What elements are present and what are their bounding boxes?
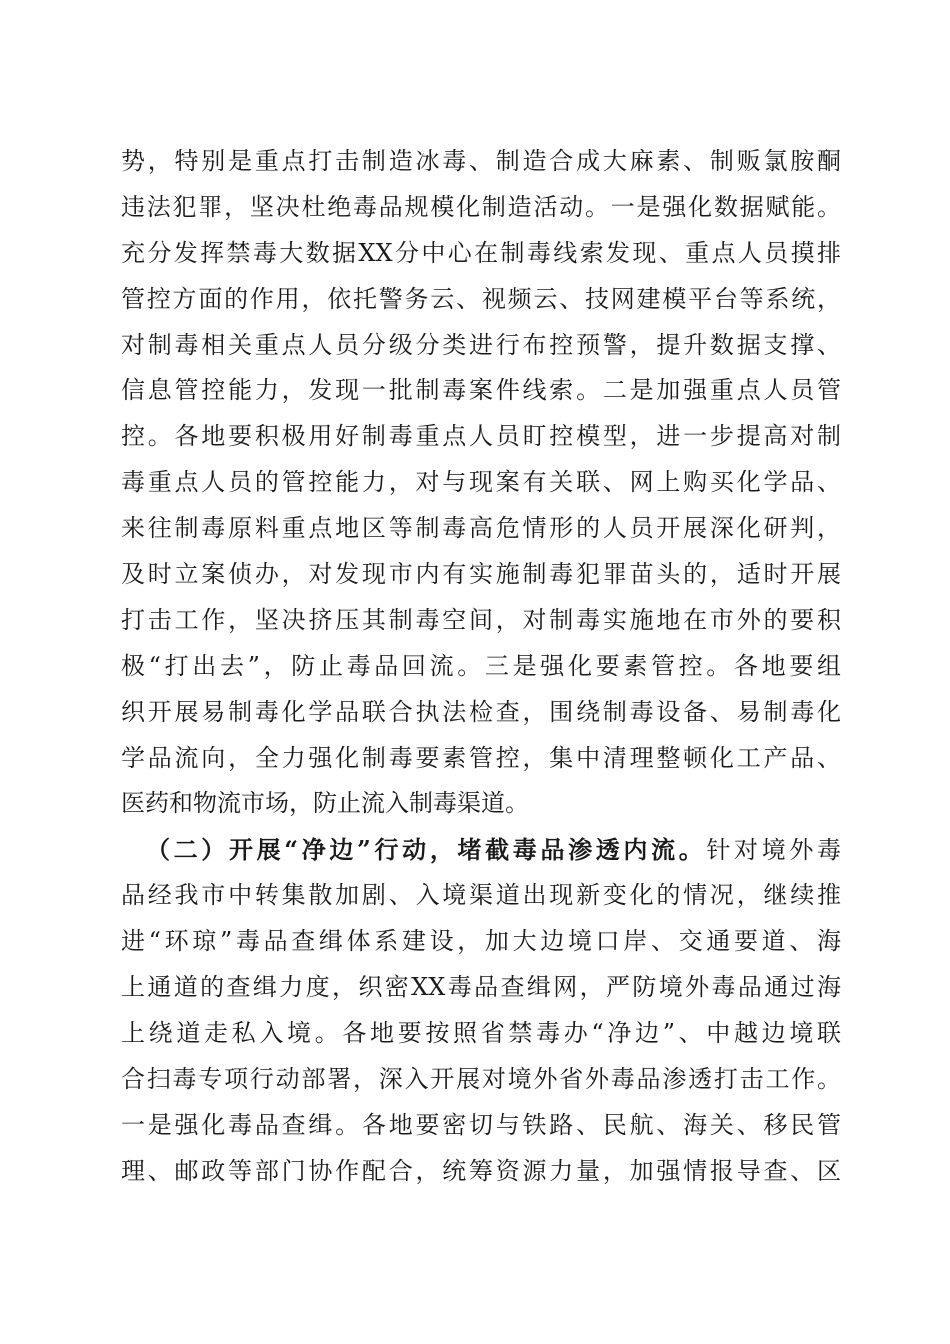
paragraph-1-line-2: 违法犯罪，坚决杜绝毒品规模化制造活动。一是强化数据赋能。 — [121, 192, 841, 221]
paragraph-2-line-1 — [121, 827, 841, 873]
paragraph-1-line-7: 控。各地要积极用好制毒重点人员盯控模型，进一步提高对制 — [121, 422, 841, 451]
paragraph-2-line-4: 上通道的查缉力度，织密XX毒品查缉网，严防境外毒品通过海 — [121, 973, 841, 1002]
paragraph-1-line-4: 管控方面的作用，依托警务云、视频云、技网建模平台等系统， — [121, 284, 841, 313]
paragraph-1-line-5: 对制毒相关重点人员分级分类进行布控预警，提升数据支撑、 — [121, 330, 841, 359]
paragraph-1-line-9: 来往制毒原料重点地区等制毒高危情形的人员开展深化研判， — [121, 514, 841, 543]
section-heading: （二）开展“净边”行动，堵截毒品渗透内流。 — [146, 835, 707, 865]
paragraph-1-line-6: 信息管控能力，发现一批制毒案件线索。二是加强重点人员管 — [121, 376, 841, 405]
paragraph-1-line-14: 学品流向，全力强化制毒要素管控，集中清理整顿化工产品、 — [121, 743, 841, 772]
paragraph-1-line-1: 势，特别是重点打击制造冰毒、制造合成大麻素、制贩氯胺酮 — [121, 147, 841, 175]
paragraph-2-line-3: 进“环琼”毒品查缉体系建设，加大边境口岸、交通要道、海 — [121, 927, 841, 956]
paragraph-1-line-10: 及时立案侦办，对发现市内有实施制毒犯罪苗头的，适时开展 — [121, 560, 841, 589]
paragraph-1-line-15: 医药和物流市场，防止流入制毒渠道。 — [121, 789, 529, 818]
paragraph-1-line-8: 毒重点人员的管控能力，对与现案有关联、网上购买化学品、 — [121, 468, 841, 497]
paragraph-1-line-13: 织开展易制毒化学品联合执法检查，围绕制毒设备、易制毒化 — [121, 697, 841, 726]
paragraph-2-line-1-rest: 针对境外毒 — [706, 836, 841, 865]
paragraph-2-line-7: 一是强化毒品查缉。各地要密切与铁路、民航、海关、移民管 — [121, 1110, 841, 1139]
paragraph-1-line-12: 极“打出去”，防止毒品回流。三是强化要素管控。各地要组 — [121, 651, 841, 680]
document-body — [121, 139, 841, 1194]
paragraph-2-line-8: 理、邮政等部门协作配合，统筹资源力量，加强情报导查、区 — [121, 1156, 841, 1185]
paragraph-1-line-3: 充分发挥禁毒大数据XX分中心在制毒线索发现、重点人员摸排 — [121, 238, 841, 267]
paragraph-2-line-5: 上绕道走私入境。各地要按照省禁毒办“净边”、中越边境联 — [121, 1018, 841, 1047]
paragraph-2-line-2: 品经我市中转集散加剧、入境渠道出现新变化的情况，继续推 — [121, 881, 841, 910]
paragraph-1-line-11: 打击工作，坚决挤压其制毒空间，对制毒实施地在市外的要积 — [121, 605, 841, 634]
paragraph-2-line-6: 合扫毒专项行动部署，深入开展对境外省外毒品渗透打击工作。 — [121, 1064, 841, 1093]
